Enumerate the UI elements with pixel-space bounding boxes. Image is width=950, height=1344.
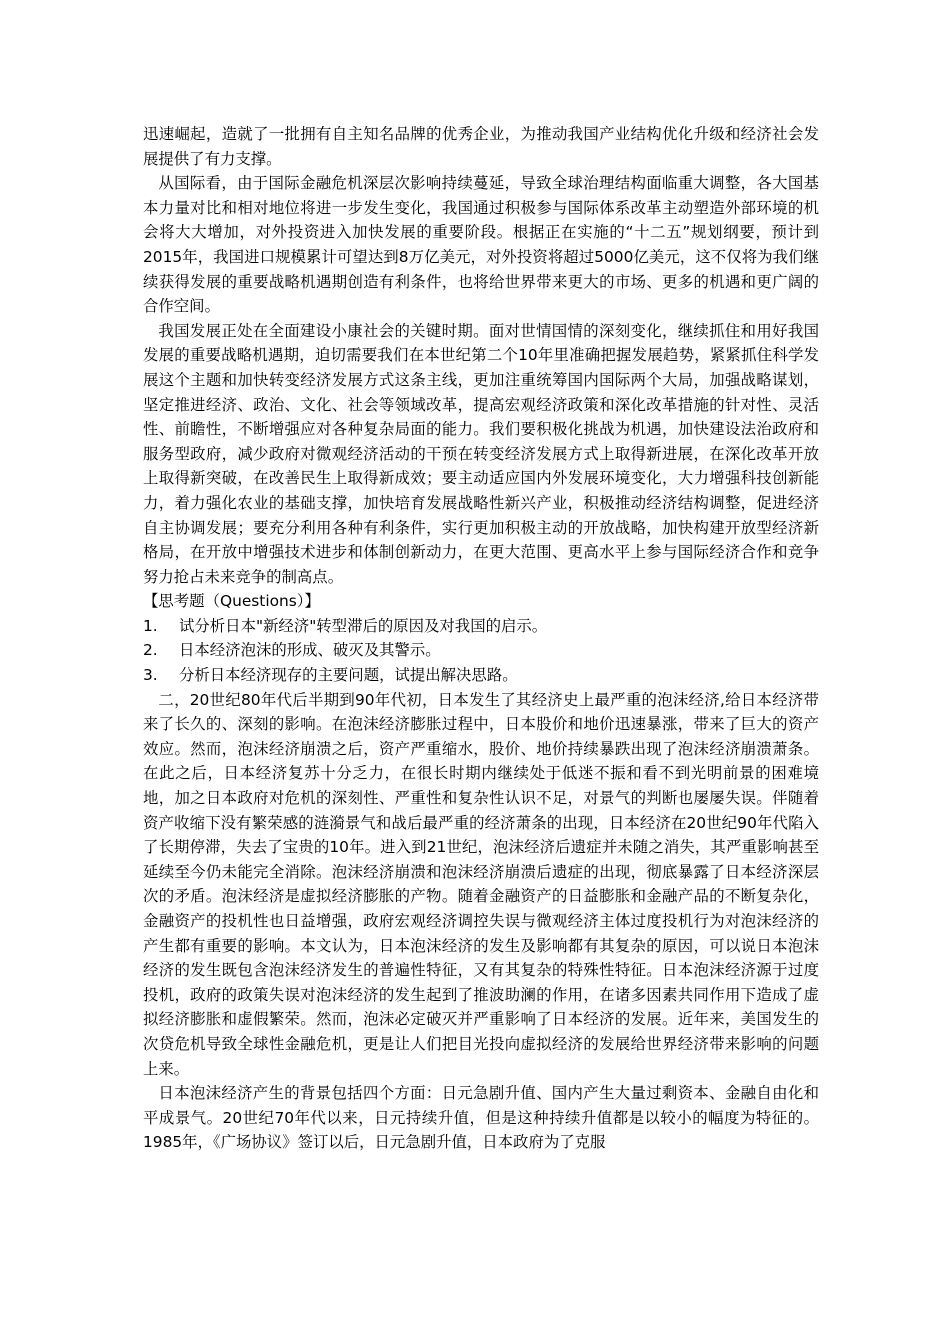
paragraph-bubble-background: 日本泡沫经济产生的背景包括四个方面：日元急剧升值、国内产生大量过剩资本、金融自由化和平成景气。20世纪70年代以来，日元持续升值，但是这种持续升值都是以较小的幅度为特征的。1985年，《广场协议》签订以后，日元急剧升值，日本政府为了克服 — [143, 1084, 819, 1152]
question-item — [143, 614, 819, 639]
questions-heading: 【思考题（Questions）】 — [143, 592, 320, 611]
question-number: 2. — [143, 641, 158, 660]
question-number: 3. — [143, 666, 158, 685]
paragraph-brands-continuation: 迅速崛起，造就了一批拥有自主知名品牌的优秀企业，为推动我国产业结构优化升级和经济社会发展提供了有力支撑。 — [143, 125, 819, 168]
question-item — [143, 638, 819, 663]
paragraph-international-outlook: 从国际看，由于国际金融危机深层次影响持续蔓延，导致全球治理结构面临重大调整，各大国基本力量对比和相对地位将进一步发生变化，我国通过积极参与国际体系改革主动塑造外部环境的机会将大大增加，对外投资进入加快发展的重要阶段。根据正在实施的“十二五”规划纲要，预计到2015年，我国进口规模累计可望达到8万亿美元，对外投资将超过5000亿美元，这不仅将为我们继续获得发展的重要战略机遇期创造有利条件，也将给世界带来更大的市场、更多的机遇和更广阔的合作空间。 — [143, 174, 819, 316]
document-body — [143, 122, 819, 1155]
paragraph-strategic-opportunity: 我国发展正处在全面建设小康社会的关键时期。面对世情国情的深刻变化，继续抓住和用好我国发展的重要战略机遇期，迫切需要我们在本世纪第二个10年里准确把握发展趋势，紧紧抓住科学发展这个主题和加快转变经济发展方式这条主线，更加注重统筹国内国际两个大局，加强战略谋划，坚定推进经济、政治、文化、社会等领域改革，提高宏观经济政策和深化改革措施的针对性、灵活性、前瞻性，不断增强应对各种复杂局面的能力。我们要积极化挑战为机遇，加快建设法治政府和服务型政府，减少政府对微观经济活动的干预在转变经济发展方式上取得新进展，在深化改革开放上取得新突破，在改善民生上取得新成效；要主动适应国内外发展环境变化，大力增强科技创新能力，着力强化农业的基础支撑，加快培育发展战略性新兴产业，积极推动经济结构调整，促进经济自主协调发展；要充分利用各种有利条件，实行更加积极主动的开放战略，加快构建开放型经济新格局，在开放中增强技术进步和体制创新动力，在更大范围、更高水平上参与国际经济合作和竞争努力抢占未来竞争的制高点。 — [143, 321, 819, 586]
question-item — [143, 663, 819, 688]
paragraph-japan-bubble-economy: 二，20世纪80年代后半期到90年代初，日本发生了其经济史上最严重的泡沫经济,给日本经济带来了长久的、深刻的影响。在泡沫经济膨胀过程中，日本股价和地价迅速暴涨，带来了巨大的资产效应。然而，泡沫经济崩溃之后，资产严重缩水，股价、地价持续暴跌出现了泡沫经济崩溃萧条。在此之后，日本经济复苏十分乏力，在很长时期内继续处于低迷不振和看不到光明前景的困难境地，加之日本政府对危机的深刻性、严重性和复杂性认识不足，对景气的判断也屡屡失误。伴随着资产收缩下没有繁荣感的涟漪景气和战后最严重的经济萧条的出现，日本经济在20世纪90年代陷入了长期停滞，失去了宝贵的10年。进入到21世纪，泡沫经济后遗症并未随之消失，其严重影响甚至延续至今仍未能完全消除。泡沫经济崩溃和泡沫经济崩溃后遗症的出现，彻底暴露了日本经济深层次的矛盾。泡沫经济是虚拟经济膨胀的产物。随着金融资产的日益膨胀和金融产品的不断复杂化，金融资产的投机性也日益增强，政府宏观经济调控失误与微观经济主体过度投机行为对泡沫经济的产生都有重要的影响。本文认为，日本泡沫经济的发生及影响都有其复杂的原因，可以说日本泡沫经济的发生既包含泡沫经济发生的普遍性特征，又有其复杂的特殊性特征。日本泡沫经济源于过度投机，政府的政策失误对泡沫经济的发生起到了推波助澜的作用，在诸多因素共同作用下造成了虚拟经济膨胀和虚假繁荣。然而，泡沫必定破灭并严重影响了日本经济的发展。近年来，美国发生的次贷危机导致全球性金融危机，更是让人们把目光投向虚拟经济的发展给世界经济带来影响的问题上来。 — [143, 690, 819, 1078]
question-number: 1. — [143, 616, 158, 635]
question-text: 试分析日本"新经济"转型滞后的原因及对我国的启示。 — [179, 616, 548, 635]
question-text: 日本经济泡沫的形成、破灭及其警示。 — [179, 641, 441, 660]
question-text: 分析日本经济现存的主要问题，试提出解决思路。 — [179, 666, 518, 685]
questions-list — [143, 614, 819, 688]
